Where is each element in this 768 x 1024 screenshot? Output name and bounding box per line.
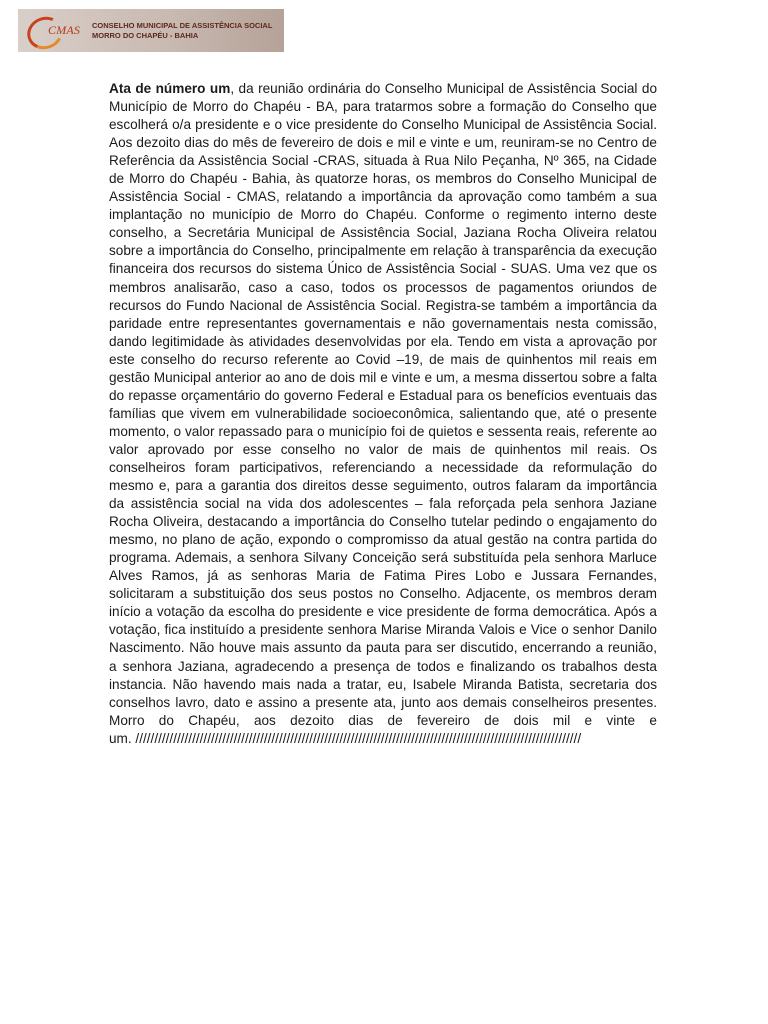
minutes-text: , da reunião ordinária do Conselho Municipal de Assistência Social do Município de Morro do Chapéu - BA, para tratarmos sobre a formação do Conselho que escolherá o/a presidente e o vice presidente do Conselho Municipal de Assistência Social. Aos dezoito dias do mês de fevereiro de dois e mil e vinte e um, reuniram-se no Centro de Referência da Assistência Social -CRAS, situada à Rua Nilo Peçanha, Nº 365, na Cidade de Morro do Chapéu - Bahia, às quatorze horas, os membros do Conselho Municipal de Assistência Social - CMAS, relatando a importância da aprovação como também a sua implantação no município de Morro do Chapéu. Conforme o regimento interno deste conselho, a Secretária Municipal de Assistência Social, Jaziana Rocha Oliveira relatou sobre a importância do Conselho, principalmente em relação à transparência da execução financeira dos recursos do sistema Único de Assistência Social - SUAS. Uma vez que os membros analisarão, caso a caso, todos os processos de pagamentos oriundos de recursos do Fundo Nacional de Assistência Social. Registra-se também a importância da paridade entre representantes governamentais e não governamentais nesta comissão, dando legitimidade às atividades desenvolvidas por ela. Tendo em vista a aprovação por este conselho do recurso referente ao Covid –19, de mais de quinhentos mil reais em gestão Municipal anterior ao ano de dois mil e vinte e um, a mesma dissertou sobre a falta do repasse orçamentário do governo Federal e Estadual para os benefícios eventuais das famílias que vivem em vulnerabilidade socioeconômica, salientando que, até o presente momento, o valor repassado para o município foi de quietos e sessenta reais, referente ao valor aprovado por esse conselho no valor de mais de quinhentos mil reais. Os conselheiros foram participativos, referenciando a necessidade da reformulação do mesmo e, para a garantia dos direitos desse seguimento, outros falaram da importância da assistência social na vida dos adolescentes – fala reforçada pela senhora Jaziane Rocha Oliveira, destacando a importância do Conselho tutelar pedindo o engajamento do mesmo, no plano de ação, expondo o compromisso da atual gestão na contra partida do programa. Ademais, a senhora Silvany Conceição será substituída pela senhora Marluce Alves Ramos, já as senhoras Maria de Fatima Pires Lobo e Jussara Fernandes, solicitaram a substituição dos seus postos no Conselho. Adjacente, os membros deram início a votação da escolha do presidente e vice presidente de forma democrática. Após a votação, fica instituído a presidente senhora Marise Miranda Valois e Vice o senhor Danilo Nascimento. Não houve mais assunto da pauta para ser discutido, encerrando a reunião, a senhora Jaziana, agradecendo a presença de todos e finalizando os trabalhos desta instancia. Não havendo mais nada a tratar, eu, Isabele Miranda Batista, secretaria dos conselhos lavro, dato e assino a presente ata, junto aos demais conselheiros presentes. Morro do Chapéu, aos dezoito dias de fevereiro de dois mil e vinte e	[109, 81, 658, 728]
minutes-closing-line: um. //////////////////////////////////////////////////////////////////////////////////////////////////////////////////////	[109, 730, 582, 746]
header-line2: MORRO DO CHAPÉU - BAHIA	[92, 30, 199, 40]
header-title	[92, 21, 272, 41]
cmas-logo	[18, 9, 90, 52]
minutes-paragraph	[109, 80, 657, 730]
header-line1: CONSELHO MUNICIPAL DE ASSISTÊNCIA SOCIAL	[92, 20, 273, 30]
logo-text: CMAS	[48, 23, 81, 37]
minutes-body	[109, 80, 657, 748]
minutes-title: Ata de número um	[109, 81, 231, 96]
header-banner	[18, 9, 284, 52]
